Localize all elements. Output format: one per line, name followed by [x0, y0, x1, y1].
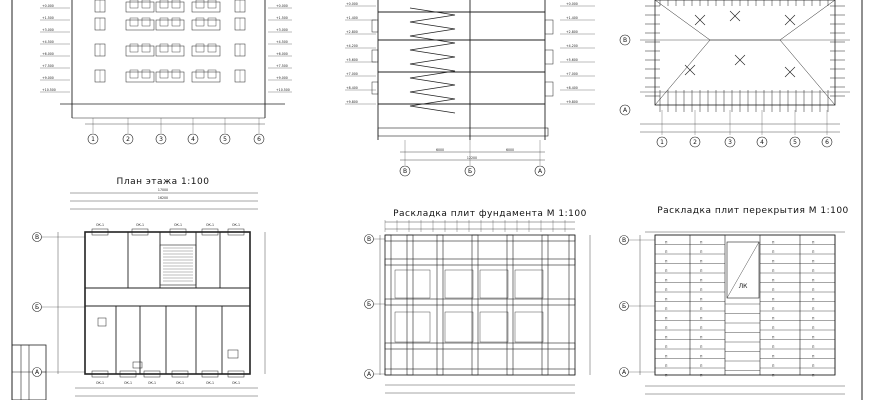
facade-axis-bubble — [156, 134, 166, 144]
slab-panel-mark: П — [812, 278, 815, 283]
section-foundation — [378, 128, 548, 136]
facade-window — [208, 70, 216, 78]
foundation-layout-title: Раскладка плит фундамента М 1:100 — [393, 209, 587, 219]
section-level-text: +1.400 — [346, 16, 358, 20]
plan-fixture — [133, 362, 142, 368]
foundation-layout — [365, 220, 591, 393]
section-level-text: +2.800 — [346, 30, 358, 34]
section-level-text: +4.200 — [566, 44, 578, 48]
slab-panel-mark: П — [700, 259, 703, 264]
slab-axis-bubble — [620, 302, 629, 311]
plan-window-label: ОК-1 — [148, 381, 156, 385]
facade-window — [172, 44, 180, 52]
facade-level-text: +3.000 — [42, 28, 54, 32]
svg-text:Б: Б — [621, 303, 627, 310]
slab-panel-mark: П — [665, 297, 668, 302]
floor-plan-title: План этажа 1:100 — [116, 177, 210, 187]
foundation-axis-bubble — [365, 235, 374, 244]
slab-opening-label: ЛК — [738, 283, 748, 290]
slab-panel-mark: П — [665, 259, 668, 264]
facade-window — [208, 18, 216, 26]
svg-text:А: А — [537, 168, 543, 175]
section-level-text: +9.800 — [346, 100, 358, 104]
foundation-strip — [385, 299, 575, 305]
foundation-block — [480, 270, 508, 298]
plan-window-label: ОК-1 — [136, 223, 144, 227]
plan-bathtub — [98, 318, 106, 326]
svg-text:1: 1 — [91, 136, 95, 143]
slab-panel-mark: П — [700, 278, 703, 283]
slab-panel-mark: П — [772, 364, 775, 368]
slab-panel-mark: П — [700, 354, 703, 359]
svg-text:3: 3 — [159, 136, 163, 143]
section-window — [372, 20, 378, 32]
foundation-block — [515, 270, 543, 298]
facade-axis-bubble — [188, 134, 198, 144]
svg-text:3: 3 — [728, 139, 732, 146]
facade-window — [208, 0, 216, 8]
roof-axis-bubble — [690, 137, 700, 147]
section-window — [372, 82, 378, 94]
facade-axis-bubble — [88, 134, 98, 144]
slab-panel-mark: П — [700, 316, 703, 321]
facade-window — [196, 0, 204, 8]
svg-text:2: 2 — [693, 139, 697, 146]
svg-text:2: 2 — [126, 136, 130, 143]
slab-panel-mark: П — [700, 250, 703, 254]
slab-panel-mark: П — [812, 269, 815, 273]
slab-panel-mark: П — [700, 326, 703, 330]
plan-axis-bubble — [33, 368, 42, 377]
foundation-strip — [385, 369, 575, 375]
slab-panel-mark: П — [700, 345, 703, 349]
facade-window — [172, 0, 180, 8]
facade-window — [208, 44, 216, 52]
section-window — [545, 20, 553, 34]
slab-panel-mark: П — [772, 354, 775, 359]
slab-panel-mark: П — [665, 326, 668, 330]
facade-level-text: +9.000 — [42, 76, 54, 80]
svg-text:В: В — [402, 168, 408, 175]
slab-panel-mark: П — [772, 345, 775, 349]
facade-window — [142, 0, 150, 8]
roof-axis-bubble — [757, 137, 767, 147]
facade-window — [160, 70, 168, 78]
facade-level-text: +1.500 — [42, 16, 54, 20]
section-dimension-text: 12200 — [466, 156, 478, 160]
svg-text:6: 6 — [825, 139, 829, 146]
facade-level-text: +7.500 — [42, 64, 54, 68]
facade-level-text: +0.000 — [42, 4, 54, 8]
slab-panel-mark: П — [772, 326, 775, 330]
svg-text:А: А — [622, 107, 628, 114]
slab-axis-bubble — [620, 236, 629, 245]
slab-panel-mark: П — [772, 278, 775, 283]
plan-window-label: ОК-1 — [124, 381, 132, 385]
foundation-block — [445, 312, 473, 342]
facade-elevation — [40, 0, 292, 144]
slab-panel-mark: П — [812, 326, 815, 330]
facade-axis-bubble — [254, 134, 264, 144]
svg-text:В: В — [366, 236, 372, 243]
facade-level-text: +6.000 — [276, 52, 288, 56]
slab-panel-mark: П — [665, 316, 668, 321]
slab-panel-mark: П — [665, 278, 668, 283]
slab-panel-mark: П — [812, 297, 815, 302]
plan-dimension-text: 17000 — [157, 188, 169, 192]
svg-text:А: А — [621, 369, 627, 376]
section-axis-bubble — [465, 166, 475, 176]
section-axis-bubble — [400, 166, 410, 176]
floor-plan — [33, 188, 266, 396]
slab-panel-mark: П — [772, 297, 775, 302]
slab-panel-mark: П — [700, 373, 703, 378]
foundation-block — [395, 270, 430, 298]
slab-panel-mark: П — [772, 240, 775, 245]
slab-panel-mark: П — [772, 250, 775, 254]
slab-panel-mark: П — [812, 288, 815, 292]
roof-hip-line — [655, 40, 710, 105]
slab-panel-mark: П — [700, 335, 703, 340]
section-level-text: +8.400 — [566, 86, 578, 90]
section-level-text: +1.400 — [566, 16, 578, 20]
plan-window-label: ОК-1 — [206, 223, 214, 227]
section-level-text: +2.800 — [566, 30, 578, 34]
facade-level-text: +4.500 — [42, 40, 54, 44]
plan-window-label: ОК-1 — [176, 381, 184, 385]
facade-window — [196, 18, 204, 26]
slab-panel-mark: П — [665, 345, 668, 349]
facade-level-text: +9.000 — [276, 76, 288, 80]
slab-panel-mark: П — [700, 240, 703, 245]
slab-outline — [655, 235, 835, 375]
slab-panel-mark: П — [665, 364, 668, 368]
slab-panel-mark: П — [812, 259, 815, 264]
slab-panel-mark: П — [665, 354, 668, 359]
slab-panel-mark: П — [665, 288, 668, 292]
svg-text:5: 5 — [223, 136, 227, 143]
section-dimension-text: 6000 — [435, 148, 445, 152]
foundation-block — [445, 270, 473, 298]
facade-window — [196, 44, 204, 52]
facade-window — [160, 18, 168, 26]
facade-level-text: +7.500 — [276, 64, 288, 68]
slab-panel-mark: П — [812, 345, 815, 349]
svg-text:Б: Б — [467, 168, 473, 175]
slab-panel-mark: П — [772, 316, 775, 321]
slab-panel-mark: П — [772, 307, 775, 311]
facade-level-text: +10.500 — [42, 88, 56, 92]
svg-text:А: А — [366, 371, 372, 378]
slab-layout-title: Раскладка плит перекрытия М 1:100 — [657, 206, 849, 216]
roof-axis-bubble — [725, 137, 735, 147]
roof-outline — [655, 0, 835, 105]
facade-level-text: +3.000 — [276, 28, 288, 32]
slab-panel-mark: П — [665, 250, 668, 254]
slab-panel-mark: П — [665, 240, 668, 245]
section-level-text: +0.000 — [346, 2, 358, 6]
facade-window — [160, 44, 168, 52]
slab-panel-mark: П — [812, 250, 815, 254]
facade-window — [130, 0, 138, 8]
svg-text:Б: Б — [366, 301, 372, 308]
facade-level-text: +6.000 — [42, 52, 54, 56]
section-window — [372, 50, 378, 62]
slab-panel-mark: П — [812, 364, 815, 368]
slab-panel-mark: П — [772, 259, 775, 264]
facade-axis-bubble — [220, 134, 230, 144]
svg-text:4: 4 — [760, 139, 764, 146]
roof-hip-line — [655, 0, 710, 40]
section-level-text: +0.000 — [566, 2, 578, 6]
plan-axis-bubble — [33, 303, 42, 312]
section-staircase — [410, 8, 455, 113]
slab-panel-mark: П — [812, 240, 815, 245]
plan-window-label: ОК-1 — [232, 381, 240, 385]
plan-exterior-wall — [85, 232, 250, 374]
svg-text:А: А — [34, 369, 40, 376]
facade-window — [142, 18, 150, 26]
svg-text:В: В — [622, 37, 628, 44]
section-level-text: +8.400 — [346, 86, 358, 90]
slab-panel-mark: П — [665, 269, 668, 273]
facade-window — [130, 70, 138, 78]
plan-window-label: ОК-1 — [96, 381, 104, 385]
slab-panel-mark: П — [772, 373, 775, 378]
facade-level-text: +1.500 — [276, 16, 288, 20]
roof-axis-bubble — [790, 137, 800, 147]
svg-text:1: 1 — [660, 139, 664, 146]
foundation-block — [480, 312, 508, 342]
section-level-text: +7.000 — [346, 72, 358, 76]
slab-panel-mark: П — [812, 373, 815, 378]
facade-level-text: +0.000 — [276, 4, 288, 8]
section-level-text: +5.600 — [346, 58, 358, 62]
roof-axis-bubble — [620, 35, 630, 45]
plan-sink — [228, 350, 238, 358]
facade-window — [172, 18, 180, 26]
plan-window-label: ОК-1 — [174, 223, 182, 227]
plan-window-label: ОК-1 — [96, 223, 104, 227]
section-level-text: +7.000 — [566, 72, 578, 76]
section-level-text: +9.800 — [566, 100, 578, 104]
section-level-text: +4.200 — [346, 44, 358, 48]
slab-panel-mark: П — [700, 307, 703, 311]
facade-window — [196, 70, 204, 78]
facade-window — [142, 44, 150, 52]
section-axis-bubble — [535, 166, 545, 176]
foundation-strip — [385, 235, 575, 241]
slab-panel-mark: П — [772, 335, 775, 340]
svg-text:Б: Б — [34, 304, 40, 311]
foundation-axis-bubble — [365, 300, 374, 309]
facade-window — [130, 44, 138, 52]
plan-window-label: ОК-1 — [206, 381, 214, 385]
roof-axis-bubble — [822, 137, 832, 147]
foundation-strip — [385, 259, 575, 265]
slab-panel-mark: П — [812, 316, 815, 321]
plan-window-label: ОК-1 — [232, 223, 240, 227]
slab-panel-mark: П — [812, 307, 815, 311]
facade-axis-bubble — [123, 134, 133, 144]
slab-panel-mark: П — [700, 269, 703, 273]
plan-dimension-text: 16200 — [157, 196, 169, 200]
svg-text:6: 6 — [257, 136, 261, 143]
svg-text:4: 4 — [191, 136, 195, 143]
slab-panel-mark: П — [700, 288, 703, 292]
section-level-text: +5.600 — [566, 58, 578, 62]
roof-axis-bubble — [620, 105, 630, 115]
slab-panel-mark: П — [665, 307, 668, 311]
slab-panel-mark: П — [772, 269, 775, 273]
section-window — [545, 82, 553, 96]
section-window — [545, 50, 553, 64]
roof-plan — [620, 0, 850, 147]
slab-panel-mark: П — [772, 288, 775, 292]
slab-panel-mark: П — [665, 373, 668, 378]
svg-text:В: В — [34, 234, 40, 241]
slab-panel-mark: П — [665, 335, 668, 340]
foundation-axis-bubble — [365, 370, 374, 379]
slab-panel-mark: П — [812, 354, 815, 359]
facade-window — [160, 0, 168, 8]
roof-axis-bubble — [657, 137, 667, 147]
plan-axis-bubble — [33, 233, 42, 242]
facade-level-text: +10.500 — [276, 88, 290, 92]
slab-panel-mark: П — [700, 297, 703, 302]
svg-text:5: 5 — [793, 139, 797, 146]
slab-layout — [620, 232, 846, 394]
facade-window — [130, 18, 138, 26]
slab-axis-bubble — [620, 368, 629, 377]
facade-window — [142, 70, 150, 78]
slab-panel-mark: П — [700, 364, 703, 368]
facade-level-text: +4.500 — [276, 40, 288, 44]
facade-window — [172, 70, 180, 78]
section-dimension-text: 6000 — [505, 148, 515, 152]
foundation-block — [515, 312, 543, 342]
svg-text:В: В — [621, 237, 627, 244]
foundation-block — [395, 312, 430, 342]
foundation-strip — [385, 343, 575, 349]
building-section — [345, 0, 595, 176]
slab-panel-mark: П — [812, 335, 815, 340]
